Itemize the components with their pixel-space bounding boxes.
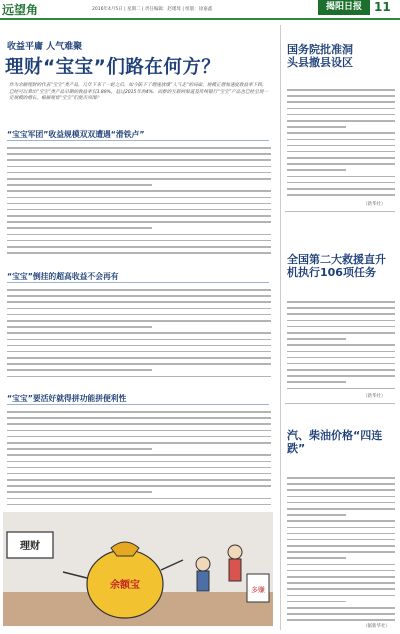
sidebar-story-title: 汽、柴油价格“四连跌” [287,429,383,455]
text-line [287,496,395,498]
text-line [287,588,395,590]
text-line [287,169,346,171]
text-line [7,345,271,347]
text-line [7,436,271,438]
text-line [287,120,395,122]
text-line [7,252,271,254]
corner-label: 多赚 [251,586,265,594]
text-line [287,351,395,353]
text-line [7,332,271,334]
text-line [7,442,271,444]
text-line [7,467,271,469]
text-line [287,182,395,184]
text-line [287,194,395,196]
text-line [7,491,152,493]
text-line [287,363,395,365]
text-line [287,381,346,383]
text-line [287,369,395,371]
text-line [287,320,395,322]
sidebar-divider [285,403,395,404]
text-line [287,489,395,491]
text-line [287,157,395,159]
text-line [287,582,395,584]
text-line [287,301,395,303]
sidebar-story-text [287,477,395,623]
text-line [287,607,395,609]
text-line [287,326,395,328]
text-line [7,221,271,223]
text-line [7,351,271,353]
text-line [7,504,271,506]
text-line [287,527,395,529]
text-line [7,190,271,192]
sidebar-byline: （据新华社） [363,624,390,629]
text-line [287,545,395,547]
text-line [7,172,271,174]
section-rule [7,140,269,141]
body-text-block [7,411,271,511]
text-line [287,101,395,103]
text-line [287,108,395,110]
sidebar-story-title: 全国第二大救援直升机执行106项任务 [287,253,386,279]
text-line [287,126,346,128]
article-kicker: 收益平庸 人气难聚 [7,42,83,52]
text-line [287,551,395,553]
money-bag-illustration [3,512,273,626]
text-line [7,479,271,481]
text-line [287,188,395,190]
text-line [287,601,346,603]
text-line [7,461,271,463]
text-line [287,375,395,377]
body-text-block [7,147,271,257]
issue-meta: 2016年4月5日 | 星期二 | 责任编辑：赵瑾琦 | 组版：徐嘉鑫 [92,7,213,12]
sidebar-story-text [287,89,395,199]
text-line [7,326,152,328]
text-line [7,369,152,371]
text-line [287,508,395,510]
person-icon [196,557,210,571]
text-line [7,314,271,316]
text-line [7,147,271,149]
text-line [7,234,271,236]
text-line [287,388,395,390]
text-line [7,184,152,186]
body-text-block [7,289,271,381]
person-icon [228,545,242,559]
section-rule [7,282,269,283]
text-line [287,483,395,485]
text-line [287,151,395,153]
text-line [287,520,395,522]
text-line [287,570,395,572]
text-line [7,473,271,475]
sidebar-story-title: 国务院批准洞头县撤县设区 [287,43,353,69]
article-lead: 作为余额理财的代表“宝宝”类产品，几年下来了一轮之后，如今陷下了增速放缓“人气走”的局面。规模正增加速度收益率下跌，已经可以看出“宝宝”类产品早期的收益率仅3.89%，赶过2015年的4%，而新的互联网渠道及传统银行“宝宝”产品也已经呈现一定规模的增长。根据观察“宝宝”们能否突围？ [9,83,269,101]
text-line [7,215,271,217]
text-line [7,430,271,432]
text-line [7,423,271,425]
text-line [287,502,395,504]
text-line [7,357,271,359]
article-headline: 理财“宝宝”们路在何方？ [5,57,221,78]
text-line [7,295,271,297]
text-line [287,514,346,516]
text-line [7,485,271,487]
text-line [287,139,395,141]
text-line [7,159,271,161]
sidebar-byline: （新华社） [363,394,386,399]
text-line [287,338,346,340]
text-line [287,114,395,116]
text-line [287,176,395,178]
text-line [287,477,395,479]
sidebar-divider [285,211,395,212]
text-line [7,376,271,378]
section-title: “宝宝”倒挂的超高收益不会再有 [7,272,119,281]
news-sidebar [280,25,400,630]
text-line [7,178,271,180]
text-line [7,417,271,419]
text-line [287,332,395,334]
text-line [287,533,395,535]
text-line [287,307,395,309]
text-line [7,498,271,500]
text-line [7,448,152,450]
text-line [287,564,395,566]
column-name: 远望角 [2,3,39,17]
page-number: 11 [374,0,391,14]
text-line [7,246,271,248]
text-line [287,619,395,621]
page-header [0,0,400,20]
text-line [287,313,395,315]
text-line [287,344,395,346]
sign-label: 理财 [20,541,40,552]
bag-label: 余额宝 [110,580,140,591]
text-line [7,320,271,322]
text-line [287,163,395,165]
text-line [287,145,395,147]
section-title: “宝宝”要活好就得拼功能拼便利性 [7,394,127,403]
text-line [287,89,395,91]
text-line [7,308,271,310]
section-title: “宝宝军团”收益规模双双遭遇“滑铁卢” [7,130,145,139]
text-line [7,411,271,413]
text-line [287,95,395,97]
text-line [287,576,395,578]
text-line [7,203,271,205]
text-line [7,240,271,242]
text-line [287,539,395,541]
section-rule [7,404,269,405]
text-line [287,613,395,615]
text-line [7,153,271,155]
sidebar-story-text [287,301,395,391]
sidebar-byline: （新华社） [363,202,386,207]
text-line [7,339,271,341]
text-line [287,557,346,559]
text-line [7,166,271,168]
text-line [7,301,271,303]
newspaper-brand: 揭阳日报 [318,0,370,15]
text-line [287,132,395,134]
text-line [287,595,395,597]
text-line [7,363,271,365]
text-line [7,209,271,211]
text-line [7,454,271,456]
text-line [287,357,395,359]
text-line [7,197,271,199]
text-line [7,289,271,291]
text-line [7,227,152,229]
